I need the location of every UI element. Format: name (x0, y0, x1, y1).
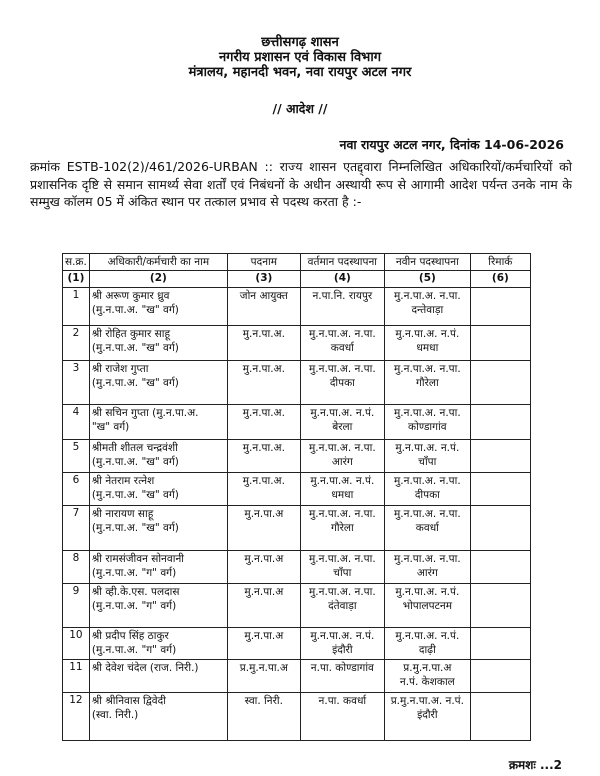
header-line-2: नगरीय प्रशासन एवं विकास विभाग (218, 50, 382, 65)
name-cell (89, 440, 227, 473)
new-posting-cell (384, 440, 470, 473)
serial-number: 12 (69, 694, 83, 706)
place-date: नवा रायपुर अटल नगर, दिनांक 14-06-2026 (339, 137, 564, 152)
new-posting-cell (384, 473, 470, 506)
current-posting-cell (300, 584, 384, 628)
employee-category: (मु.न.पा.अ. "ख" वर्ग) (91, 377, 179, 389)
new-posting: मु.न.पा.अ. न.पं. (395, 328, 460, 340)
serial-number: 1 (72, 289, 80, 301)
employee-category: (मु.न.पा.अ. "ख" वर्ग) (91, 522, 179, 534)
employee-category: (मु.न.पा.अ. "ख" वर्ग) (91, 489, 179, 501)
designation: मु.न.पा.अ. (242, 363, 285, 375)
designation-cell (227, 288, 300, 326)
col-number: (3) (227, 271, 300, 288)
new-posting-place: कोण्डागांव (408, 421, 447, 433)
col-header-designation: पदनाम (227, 254, 300, 271)
name-cell (89, 628, 227, 660)
table-row (63, 326, 531, 361)
new-posting-place: गौरेला (415, 377, 439, 389)
table-row (63, 440, 531, 473)
col-header-serial: स.क्र. (63, 254, 90, 271)
col-header-name: अधिकारी/कर्मचारी का नाम (89, 254, 227, 271)
designation-cell (227, 551, 300, 584)
employee-name: श्री राजेश गुप्ता (91, 363, 149, 375)
new-posting-cell (384, 551, 470, 584)
current-posting-cell (300, 473, 384, 506)
serial-cell (63, 440, 90, 473)
employee-category: (मु.न.पा.अ. "ग" वर्ग) (91, 600, 177, 612)
new-posting-cell (384, 361, 470, 405)
current-posting: मु.न.पा.अ. न.पा. (309, 586, 376, 598)
designation-cell (227, 361, 300, 405)
designation-cell (227, 440, 300, 473)
new-posting-place: धमधा (416, 342, 439, 354)
employee-category: (स्वा. निरी.) (91, 709, 139, 721)
header-line-3: मंत्रालय, महानदी भवन, नवा रायपुर अटल नगर (188, 65, 412, 80)
employee-name: श्री व्ही.के.एस. पलदास (91, 586, 180, 598)
current-posting-cell (300, 405, 384, 440)
name-cell (89, 473, 227, 506)
designation-cell (227, 693, 300, 741)
designation-cell (227, 584, 300, 628)
employee-name: श्री नारायण साहू (91, 508, 154, 520)
serial-cell (63, 693, 90, 741)
name-cell (89, 551, 227, 584)
new-posting-place: आरंग (416, 567, 438, 579)
current-posting-cell (300, 361, 384, 405)
remark-cell (470, 551, 530, 584)
current-posting-cell (300, 660, 384, 693)
serial-cell (63, 405, 90, 440)
remark-cell (470, 405, 530, 440)
current-posting-cell (300, 693, 384, 741)
serial-cell (63, 361, 90, 405)
name-cell (89, 584, 227, 628)
new-posting: मु.न.पा.अ. न.पा. (394, 553, 461, 565)
new-posting: प्र.मु.न.पा.अ (403, 662, 452, 674)
name-cell (89, 326, 227, 361)
new-posting-cell (384, 326, 470, 361)
employee-category: (मु.न.पा.अ. "ख" वर्ग) (91, 456, 179, 468)
employee-name: श्री सचिन गुप्ता (मु.न.पा.अ. (91, 407, 199, 419)
new-posting-cell (384, 693, 470, 741)
serial-number: 2 (72, 327, 80, 339)
new-posting-place: न.पं. केशकाल (399, 676, 455, 688)
serial-number: 9 (72, 585, 80, 597)
new-posting: मु.न.पा.अ. न.पा. (394, 407, 461, 419)
new-posting-place: दन्तेवाड़ा (411, 304, 444, 316)
serial-cell (63, 473, 90, 506)
serial-number: 7 (72, 507, 80, 519)
designation-cell (227, 660, 300, 693)
name-cell (89, 361, 227, 405)
remark-cell (470, 628, 530, 660)
employee-name: श्री रामसंजीवन सोनवानी (91, 553, 184, 565)
remark-cell (470, 506, 530, 551)
new-posting: मु.न.पा.अ. न.पं. (395, 586, 460, 598)
current-posting: मु.न.पा.अ. न.पा. (309, 328, 376, 340)
serial-number: 8 (72, 552, 80, 564)
table-row (63, 506, 531, 551)
col-number: (2) (89, 271, 227, 288)
designation-cell (227, 405, 300, 440)
designation-cell (227, 506, 300, 551)
order-paragraph: क्रमांक ESTB-102(2)/461/2026-URBAN :: राज्य शासन एतद्द्वारा निम्नलिखित अधिकारियों/कर्मचारियों को प्रशासनिक दृष्टि से समान सामर्थ्य सेवा शर्तों एवं निबंधनों के अधीन अस्थायी रूप से आगामी आदेश पर्यन्त उनके नाम के सम्मुख कॉलम 05 में अंकित स्थान पर तत्काल प्रभाव से पदस्थ करता है :- (30, 159, 572, 209)
new-posting-cell (384, 288, 470, 326)
serial-cell (63, 288, 90, 326)
serial-number: 4 (72, 406, 80, 418)
table-row (63, 660, 531, 693)
name-cell (89, 506, 227, 551)
employee-category: "ख" वर्ग) (91, 421, 130, 433)
new-posting: प्र.मु.न.पा.अ. न.पं. (390, 695, 464, 707)
col-header-remark: रिमार्क (470, 254, 530, 271)
col-header-new-posting: नवीन पदस्थापना (384, 254, 470, 271)
new-posting: मु.न.पा.अ. न.पा. (394, 290, 461, 302)
column-number-row (63, 271, 531, 288)
name-cell (89, 288, 227, 326)
employee-name: श्री श्रीनिवास द्विवेदी (91, 695, 166, 707)
current-posting: मु.न.पा.अ. न.पं. (310, 630, 375, 642)
designation: मु.न.पा.अ (244, 586, 284, 598)
designation: मु.न.पा.अ. (242, 442, 285, 454)
new-posting: मु.न.पा.अ. न.पा. (394, 363, 461, 375)
designation: मु.न.पा.अ. (242, 475, 285, 487)
current-posting-cell (300, 506, 384, 551)
name-cell (89, 660, 227, 693)
col-header-current-posting: वर्तमान पदस्थापना (300, 254, 384, 271)
new-posting-cell (384, 506, 470, 551)
continued-marker: क्रमशः ...2 (508, 758, 562, 772)
current-posting: मु.न.पा.अ. न.पं. (310, 407, 375, 419)
serial-cell (63, 660, 90, 693)
employee-name: श्री देवेश चंदेल (राज. निरी.) (91, 662, 199, 674)
serial-cell (63, 551, 90, 584)
current-posting-place: कवर्धा (330, 342, 354, 354)
employee-name: श्री रोहित कुमार साहू (91, 328, 171, 340)
header-line-1: छत्तीसगढ़ शासन (261, 35, 339, 50)
serial-cell (63, 326, 90, 361)
serial-number: 3 (72, 362, 80, 374)
current-posting: मु.न.पा.अ. न.पा. (309, 442, 376, 454)
name-cell (89, 693, 227, 741)
current-posting-place: बेरला (332, 421, 353, 433)
remark-cell (470, 361, 530, 405)
current-posting-cell (300, 326, 384, 361)
serial-cell (63, 628, 90, 660)
new-posting: मु.न.पा.अ. न.पं. (395, 630, 460, 642)
current-posting-cell (300, 551, 384, 584)
employee-name: श्री अरूण कुमार ध्रुव (91, 290, 170, 302)
remark-cell (470, 660, 530, 693)
current-posting: मु.न.पा.अ. न.पं. (310, 475, 375, 487)
new-posting-place: दाढ़ी (418, 644, 436, 656)
table-row (63, 361, 531, 405)
current-posting-cell (300, 628, 384, 660)
designation-cell (227, 473, 300, 506)
employee-category: (मु.न.पा.अ. "ख" वर्ग) (91, 342, 179, 354)
current-posting: मु.न.पा.अ. न.पा. (309, 508, 376, 520)
designation: जोन आयुक्त (239, 290, 288, 302)
new-posting: मु.न.पा.अ. न.पं. (395, 442, 460, 454)
serial-cell (63, 584, 90, 628)
current-posting: न.पा. कोण्डागांव (310, 662, 374, 674)
order-title: // आदेश // (272, 101, 328, 116)
remark-cell (470, 473, 530, 506)
posting-table (62, 253, 531, 741)
current-posting-place: दीपका (329, 377, 355, 389)
current-posting-place: धमधा (331, 489, 354, 501)
employee-name: श्री प्रदीप सिंह ठाकुर (91, 630, 169, 642)
current-posting-cell (300, 440, 384, 473)
new-posting-place: कवर्धा (415, 522, 439, 534)
designation-cell (227, 326, 300, 361)
col-number: (4) (300, 271, 384, 288)
current-posting-place: इंदौरी (332, 644, 353, 656)
current-posting: न.पा.नि. रायपुर (312, 290, 373, 302)
new-posting: मु.न.पा.अ. न.पा. (394, 475, 461, 487)
serial-number: 5 (72, 441, 80, 453)
employee-name: श्रीमती शीतल चन्द्रवंशी (91, 442, 178, 454)
designation: मु.न.पा.अ (244, 553, 284, 565)
designation: मु.न.पा.अ (244, 508, 284, 520)
name-cell (89, 405, 227, 440)
serial-number: 6 (72, 474, 80, 486)
new-posting-cell (384, 405, 470, 440)
designation: मु.न.पा.अ (244, 630, 284, 642)
col-number: (5) (384, 271, 470, 288)
employee-category: (मु.न.पा.अ. "ग" वर्ग) (91, 567, 177, 579)
table-row (63, 628, 531, 660)
table-row (63, 584, 531, 628)
current-posting-place: दंतेवाड़ा (328, 600, 357, 612)
serial-number: 11 (69, 661, 83, 673)
serial-cell (63, 506, 90, 551)
col-number: (1) (63, 271, 90, 288)
table-row (63, 693, 531, 741)
new-posting-place: दीपका (414, 489, 440, 501)
remark-cell (470, 584, 530, 628)
current-posting: मु.न.पा.अ. न.पा. (309, 363, 376, 375)
designation: प्र.मु.न.पा.अ (239, 662, 288, 674)
current-posting: न.पा. कवर्धा (318, 695, 367, 707)
new-posting-place: भोपालपटनम (402, 600, 452, 612)
new-posting-place: चाँपा (418, 456, 437, 468)
table-row (63, 551, 531, 584)
table-row (63, 405, 531, 440)
new-posting-cell (384, 584, 470, 628)
new-posting-cell (384, 628, 470, 660)
current-posting-place: गौरेला (330, 522, 354, 534)
new-posting: मु.न.पा.अ. न.पा. (394, 508, 461, 520)
designation: स्वा. निरी. (244, 695, 283, 707)
current-posting-place: आरंग (331, 456, 353, 468)
designation: मु.न.पा.अ. (242, 407, 285, 419)
designation-cell (227, 628, 300, 660)
employee-category: (मु.न.पा.अ. "ग" वर्ग) (91, 644, 177, 656)
serial-number: 10 (69, 629, 83, 641)
col-number: (6) (470, 271, 530, 288)
remark-cell (470, 440, 530, 473)
table-row (63, 473, 531, 506)
current-posting-place: चाँपा (333, 567, 352, 579)
remark-cell (470, 288, 530, 326)
employee-name: श्री नेतराम रत्नेश (91, 475, 155, 487)
designation: मु.न.पा.अ. (242, 328, 285, 340)
table-row (63, 288, 531, 326)
current-posting-cell (300, 288, 384, 326)
employee-category: (मु.न.पा.अ. "ख" वर्ग) (91, 304, 179, 316)
remark-cell (470, 693, 530, 741)
new-posting-cell (384, 660, 470, 693)
current-posting: मु.न.पा.अ. न.पा. (309, 553, 376, 565)
new-posting-place: इंदौरी (417, 709, 438, 721)
remark-cell (470, 326, 530, 361)
table-header-row (63, 254, 531, 271)
